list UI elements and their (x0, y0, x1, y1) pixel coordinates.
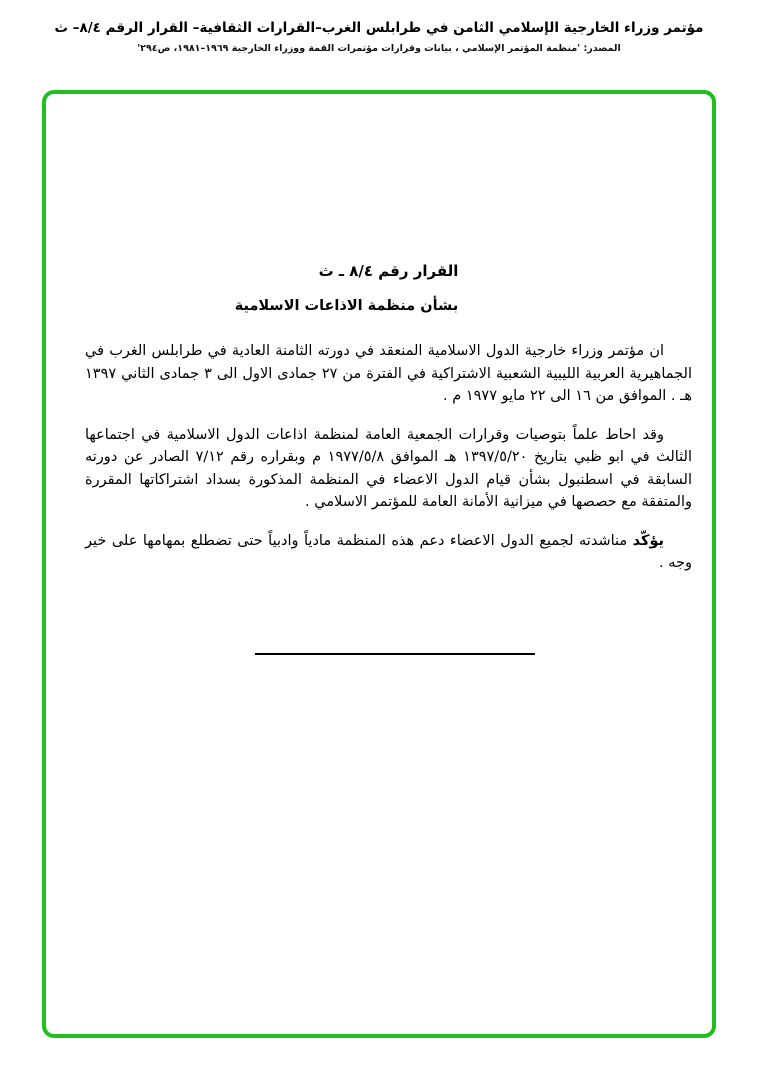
paragraph-noting: وقد احاط علماً بتوصيات وقرارات الجمعية العامة لمنظمة اذاعات الدول الاسلامية في اجتماعها الثالث في ابو ظبي بتاريخ ١٣٩٧/٥/٢٠ هـ الموافق ١٩٧٧/٥/٨ م وبقراره رقم ٧/١٢ الصادر عن دورته السابقة في اسطنبول بشأن قيام الدول الاعضاء في المنظمة المذكورة بسداد اشتراكاتها المقررة والمتفقة مع حصصها في ميزانية الأمانة العامة للمؤتمر الاسلامي . (85, 426, 692, 510)
green-border-box (42, 90, 716, 1038)
resolution-subject: بشأن منظمة الاذاعات الاسلامية (234, 298, 459, 314)
resolution-title: القرار رقم ٨/٤ ـ ث (318, 262, 459, 280)
header-source: المصدر: 'منظمة المؤتمر الإسلامي ، بيانات وقرارات مؤتمرات القمة ووزراء الخارجية ١٩٦٩–١٩٨١، ص٢٩٤' (137, 43, 621, 54)
header-title: مؤتمر وزراء الخارجية الإسلامي الثامن في طرابلس الغرب–القرارات الثقافية– القرار الرقم ٨/٤– ث (54, 20, 704, 36)
resolution-operative-text: مناشدته لجميع الدول الاعضاء دعم هذه المنظمة مادياً وادبياً حتى تضطلع بمهامها على خير وجه . (85, 532, 692, 571)
paragraph-preamble: ان مؤتمر وزراء خارجية الدول الاسلامية المنعقد في دورته الثامنة العادية في طرابلس الغرب في الجماهيرية العربية الليبية الشعبية الاشتراكية في الفترة من ٢٧ جمادى الاول الى ٣ جمادى الثاني ١٣٩٧ هـ . الموافق من ١٦ الى ٢٢ مايو ١٩٧٧ م . (85, 343, 692, 404)
paragraph-resolution (85, 530, 692, 575)
resolution-operative-word: يؤكّد (632, 532, 664, 549)
resolution-body (85, 340, 692, 575)
document-header (0, 0, 758, 54)
end-divider (255, 653, 535, 655)
